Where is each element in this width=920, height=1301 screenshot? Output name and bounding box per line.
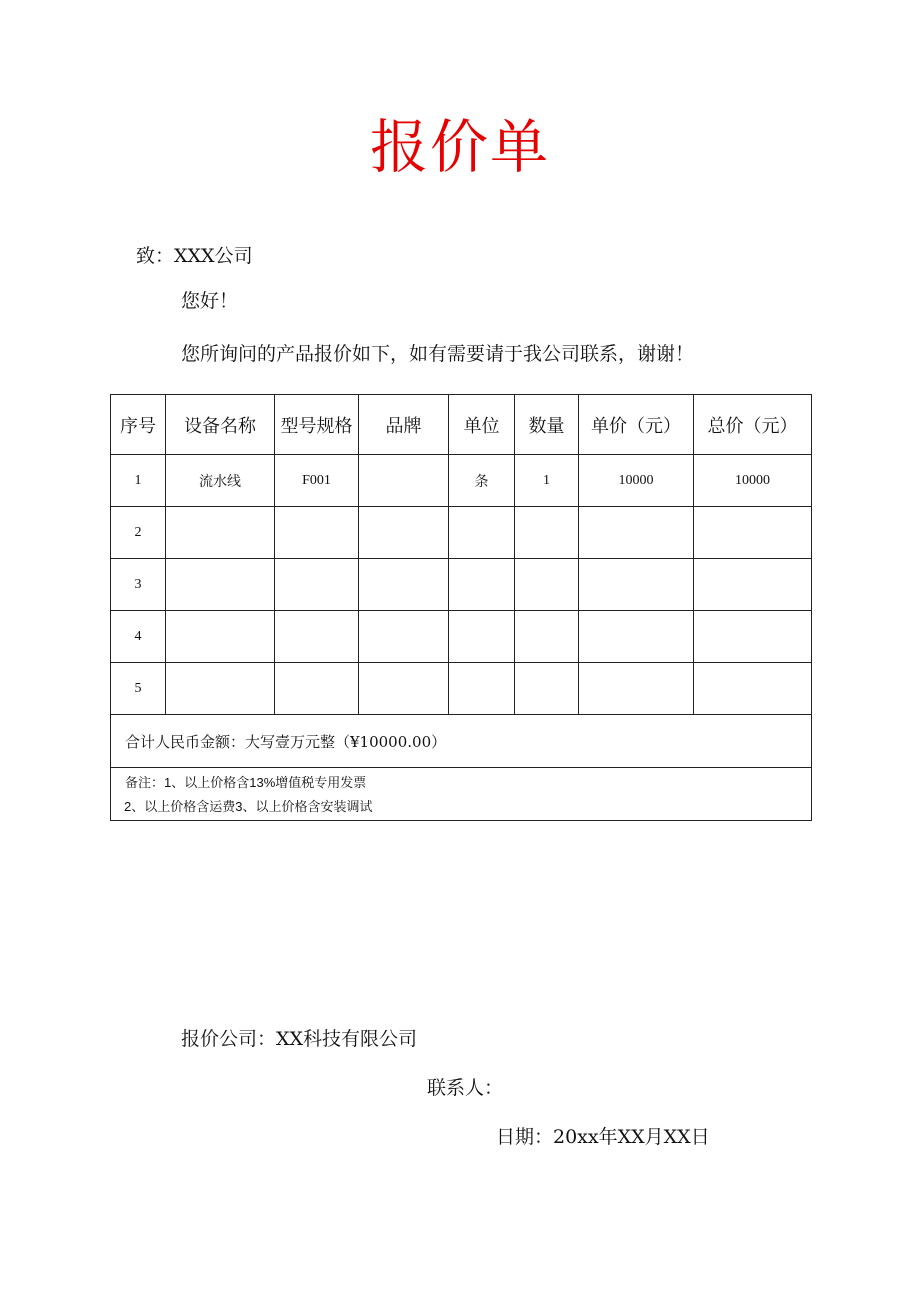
table-row [111, 559, 812, 611]
table-cell [449, 559, 515, 611]
table-cell: 4 [111, 611, 166, 663]
table-cell [275, 611, 359, 663]
table-cell [166, 663, 275, 715]
table-cell [579, 507, 694, 559]
table-cell [166, 559, 275, 611]
table-cell: 10000 [579, 455, 694, 507]
recipient-line: 致：XXX公司 [136, 245, 253, 267]
table-header-row [111, 395, 812, 455]
notes-row [111, 768, 812, 821]
table-cell: 条 [449, 455, 515, 507]
quoting-company: 报价公司：XX科技有限公司 [181, 1028, 418, 1050]
table-cell: 1 [515, 455, 579, 507]
total-amount-text: 合计人民币金额：大写壹万元整（¥10000.00） [111, 715, 812, 768]
total-row [111, 715, 812, 768]
table-cell [359, 663, 449, 715]
quote-table [110, 394, 812, 821]
table-cell: 2 [111, 507, 166, 559]
table-cell [515, 663, 579, 715]
table-cell [166, 611, 275, 663]
table-cell [694, 559, 812, 611]
table-cell [694, 663, 812, 715]
table-row [111, 507, 812, 559]
table-row [111, 455, 812, 507]
table-row [111, 611, 812, 663]
table-cell [359, 611, 449, 663]
table-cell [449, 611, 515, 663]
table-cell [579, 559, 694, 611]
table-cell [515, 611, 579, 663]
table-cell [449, 663, 515, 715]
table-cell [694, 611, 812, 663]
table-cell [275, 559, 359, 611]
header-cell-equipment-name: 设备名称 [166, 395, 275, 455]
document-title: 报价单 [369, 113, 550, 181]
table-cell [515, 559, 579, 611]
notes-line-1: 备注：1、以上价格含13%增值税专用发票 [125, 775, 367, 790]
header-cell-quantity: 数量 [515, 395, 579, 455]
header-cell-brand: 品牌 [359, 395, 449, 455]
table-cell [275, 507, 359, 559]
table-cell [359, 455, 449, 507]
table-cell [275, 663, 359, 715]
notes-line-2: 2、以上价格含运费3、以上价格含安装调试 [124, 799, 373, 814]
table-cell [515, 507, 579, 559]
header-cell-total-price: 总价（元） [694, 395, 812, 455]
table-cell [449, 507, 515, 559]
table-cell [359, 559, 449, 611]
table-cell: 10000 [694, 455, 812, 507]
table-cell [694, 507, 812, 559]
header-cell-index: 序号 [111, 395, 166, 455]
quote-date: 日期：20xx年XX月XX日 [496, 1126, 710, 1148]
table-cell: F001 [275, 455, 359, 507]
header-cell-unit: 单位 [449, 395, 515, 455]
table-cell [359, 507, 449, 559]
table-cell: 流水线 [166, 455, 275, 507]
greeting-text: 您好！ [181, 290, 239, 312]
table-cell: 3 [111, 559, 166, 611]
table-cell: 5 [111, 663, 166, 715]
contact-person: 联系人： [427, 1077, 504, 1099]
header-cell-unit-price: 单价（元） [579, 395, 694, 455]
table-cell [166, 507, 275, 559]
notes-cell [111, 768, 812, 821]
header-cell-model: 型号规格 [275, 395, 359, 455]
table-row [111, 663, 812, 715]
table-cell: 1 [111, 455, 166, 507]
table-cell [579, 663, 694, 715]
intro-text: 您所询问的产品报价如下，如有需要请于我公司联系，谢谢！ [181, 343, 695, 365]
table-cell [579, 611, 694, 663]
